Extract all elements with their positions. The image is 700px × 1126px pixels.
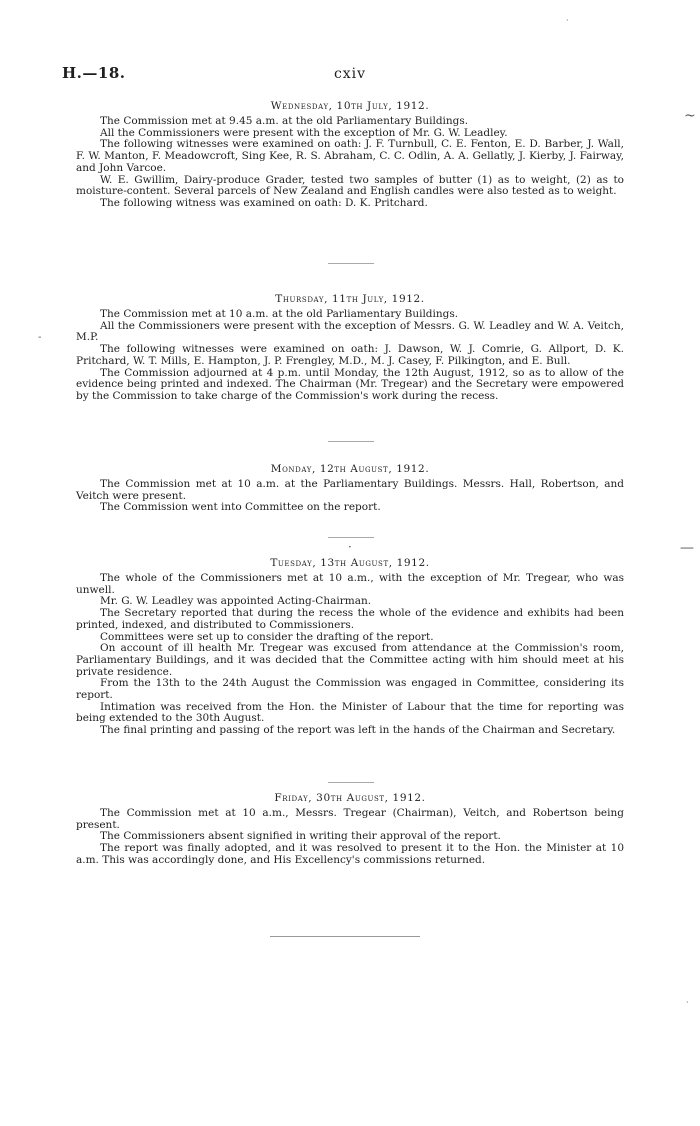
entry-paragraph: The Secretary reported that during the recess the whole of the evidence and exhibits had been printed, indexed, and distributed to Commissioners.: [76, 607, 624, 631]
entry-paragraph: W. E. Gwillim, Dairy-produce Grader, tested two samples of butter (1) as to weight, (2) as to moisture-content. Several parcels of New Zealand and English candles were also tested as to weight.: [76, 173, 624, 198]
entry-paragraph: The Commission met at 9.45 a.m. at the old Parliamentary Buildings.: [100, 115, 469, 127]
entry-paragraph: On account of ill health Mr. Tregear was excused from attendance at the Commission's room, Parliamentary Buildings, and it was decided that the Committee acting with him should meet at his private residence.: [76, 642, 624, 678]
entry-paragraph: The Commissioners absent signified in writing their approval of the report.: [100, 830, 501, 843]
entry-thursday: [76, 293, 624, 403]
section-divider: [328, 263, 374, 264]
entry-wednesday: [76, 100, 624, 210]
entry-date: Wednesday, 10th July, 1912.: [270, 100, 430, 112]
entry-paragraph: The final printing and passing of the report was left in the hands of the Chairman and Secretary.: [100, 724, 616, 737]
entry-paragraph: Committees were set up to consider the drafting of the report.: [100, 630, 434, 643]
entry-friday: [76, 792, 624, 867]
entry-paragraph: The Commission adjourned at 4 p.m. until Monday, the 12th August, 1912, so as to allow of the evidence being printed and indexed. The Chairman (Mr. Tregear) and the Secretary were empowered by the Commission to take charge of the Commission's work during the recess.: [76, 366, 624, 402]
entry-paragraph: The following witnesses were examined on oath: J. F. Turnbull, C. E. Fenton, E. D. Barber, J. Wall, F. W. Manton, F. Meadowcroft, Sing Kee, R. S. Abraham, C. C. Odlin, A. A. Gellatly, J. Kierby, J. Fairway, and John Varcoe.: [76, 138, 624, 174]
entry-paragraph: Intimation was received from the Hon. the Minister of Labour that the time for reporting was being extended to the 30th August.: [76, 700, 624, 725]
entry-paragraph: The report was finally adopted, and it was resolved to present it to the Hon. the Minister at 10 a.m. This was accordingly done, and His Excellency's commissions returned.: [76, 842, 624, 866]
entry-paragraph: The Commission met at 10 a.m., Messrs. Tregear (Chairman), Veitch, and Robertson being present.: [76, 807, 624, 831]
section-divider: [328, 441, 374, 442]
margin-mark: ·: [566, 16, 569, 25]
entry-date: Thursday, 11th July, 1912.: [275, 293, 425, 305]
margin-mark: -: [38, 332, 42, 343]
entry-paragraph: The Commission met at 10 a.m. at the Parliamentary Buildings. Messrs. Hall, Robertson, and Veitch were present.: [76, 478, 624, 502]
entry-paragraph: The following witness was examined on oath: D. K. Pritchard.: [100, 196, 428, 209]
section-divider: [328, 782, 374, 783]
entry-monday: [76, 463, 624, 514]
header-ref: H.—18.: [62, 64, 126, 82]
margin-mark: ·: [686, 998, 689, 1007]
stray-mark: ·: [348, 540, 352, 554]
page-number: cxiv: [333, 66, 367, 82]
entry-paragraph: All the Commissioners were present with the exception of Messrs. G. W. Leadley and W. A. Veitch, M.P.: [76, 319, 624, 344]
entry-paragraph: All the Commissioners were present with the exception of Mr. G. W. Leadley.: [100, 126, 508, 139]
entry-paragraph: From the 13th to the 24th August the Commission was engaged in Committee, considering its report.: [76, 677, 624, 702]
entry-date: Monday, 12th August, 1912.: [270, 463, 430, 475]
entry-paragraph: The whole of the Commissioners met at 10 a.m., with the exception of Mr. Tregear, who was unwell.: [76, 572, 624, 596]
section-divider: [328, 537, 374, 538]
margin-mark: ~: [684, 108, 696, 124]
entry-date: Friday, 30th August, 1912.: [274, 792, 426, 804]
entry-paragraph: The Commission went into Committee on the report.: [100, 501, 381, 514]
entry-date: Tuesday, 13th August, 1912.: [270, 557, 430, 569]
entry-paragraph: Mr. G. W. Leadley was appointed Acting-Chairman.: [100, 595, 372, 608]
end-rule: [270, 936, 420, 937]
entry-tuesday: [76, 557, 624, 737]
entry-paragraph: The following witnesses were examined on oath: J. Dawson, W. J. Comrie, G. Allport, D. K. Pritchard, W. T. Mills, E. Hampton, J. P. Frengley, M.D., M. J. Casey, F. Pilkington, and E. Bull.: [76, 343, 624, 367]
entry-paragraph: The Commission met at 10 a.m. at the old Parliamentary Buildings.: [100, 308, 459, 320]
margin-mark: —: [680, 540, 694, 556]
